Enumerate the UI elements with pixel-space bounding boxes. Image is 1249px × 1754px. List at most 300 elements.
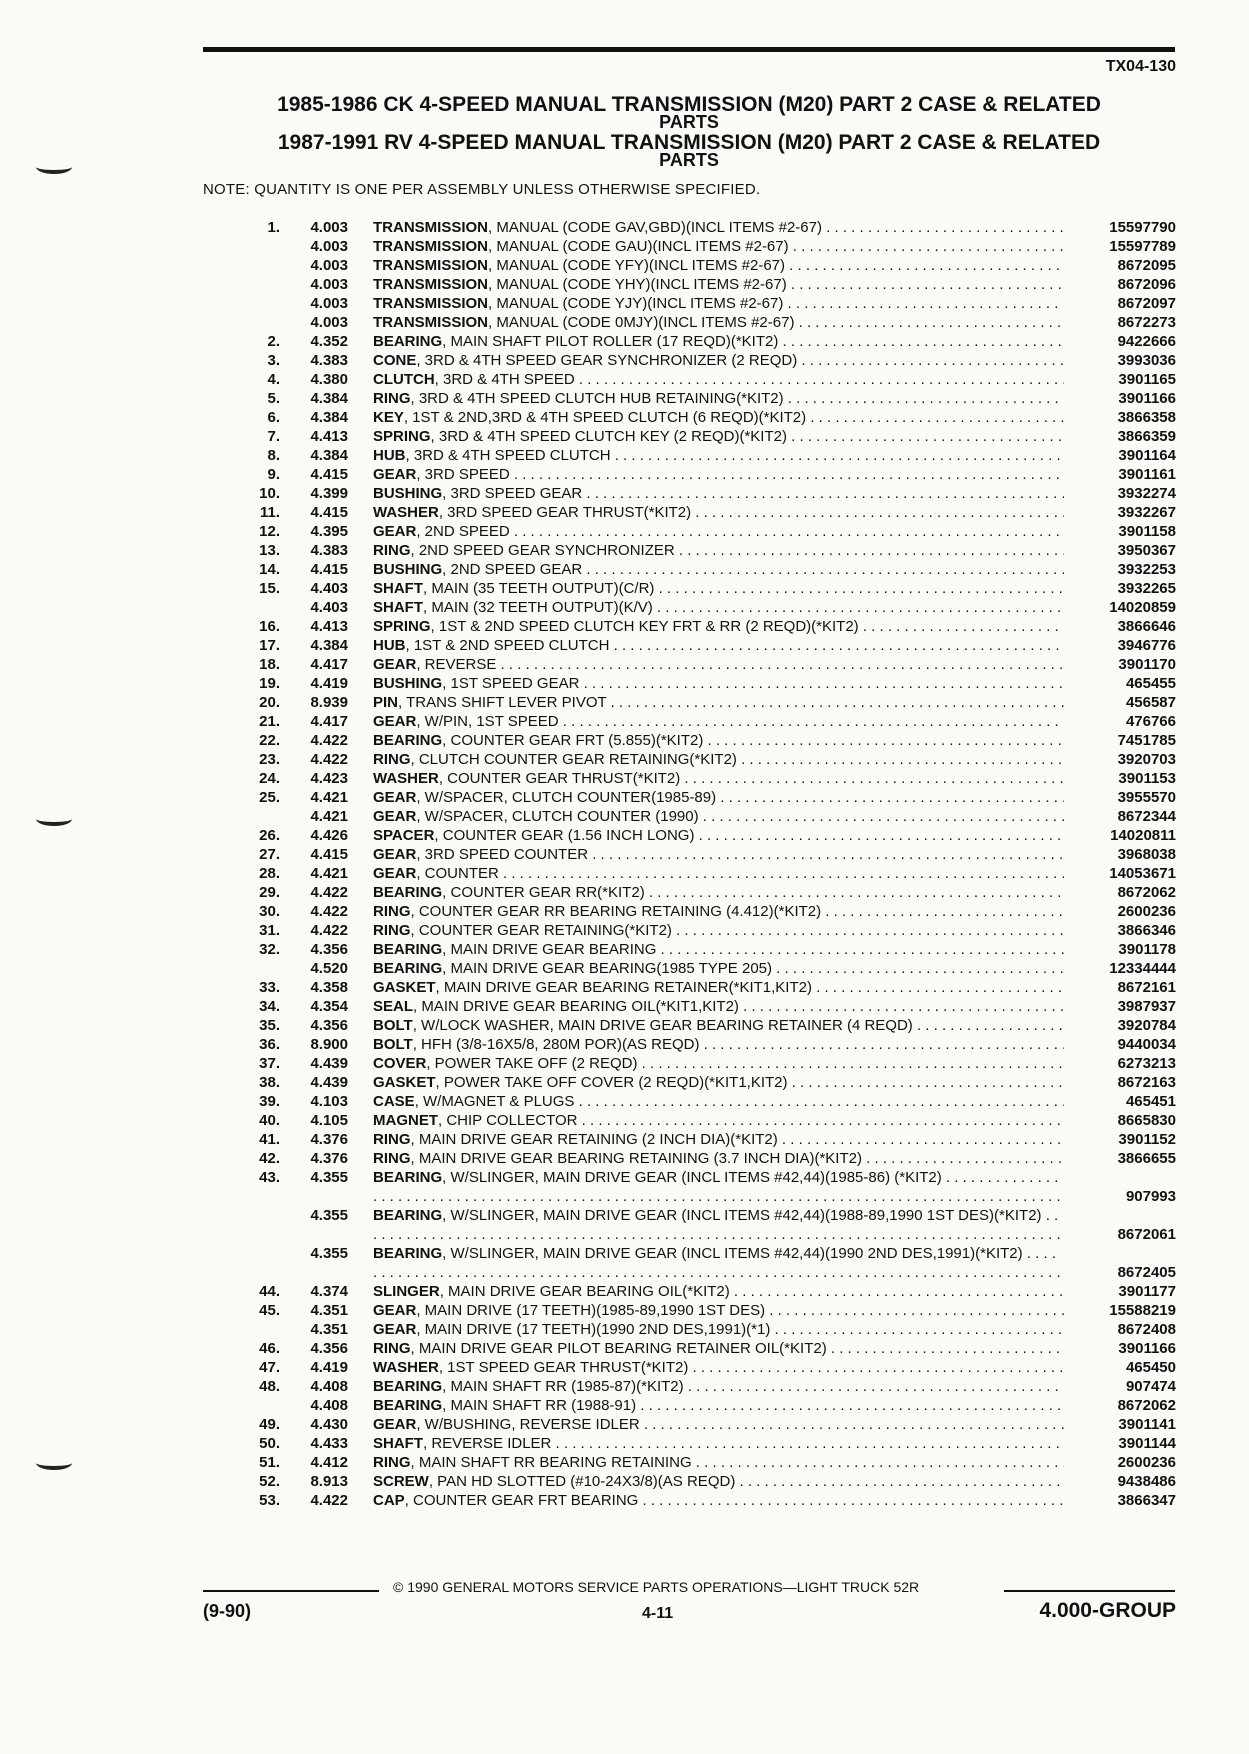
- part-description: [373, 845, 1064, 864]
- part-detail: , CLUTCH COUNTER GEAR RETAINING(*KIT2): [410, 751, 737, 768]
- item-number: 30.: [259, 903, 280, 920]
- part-detail: , 3RD & 4TH SPEED GEAR SYNCHRONIZER (2 REQD): [416, 352, 798, 369]
- part-row: [240, 655, 1176, 674]
- part-row: [240, 408, 1176, 427]
- part-detail: , MANUAL (CODE GAV,GBD)(INCL ITEMS #2-67): [488, 219, 822, 236]
- page-title-2: [203, 133, 1175, 168]
- part-detail: , 3RD SPEED COUNTER: [416, 846, 589, 863]
- part-description: [373, 788, 1064, 807]
- part-detail: , MAIN DRIVE GEAR BEARING RETAINING (3.7 INCH DIA)(*KIT2): [410, 1150, 862, 1167]
- part-description: [373, 427, 1064, 446]
- binder-hole-mark: [36, 812, 72, 826]
- item-number: 18.: [259, 656, 280, 673]
- binder-hole-mark: [36, 1456, 72, 1470]
- part-name: HUB: [373, 447, 406, 464]
- part-description: [373, 959, 1064, 978]
- part-number: 15588219: [1109, 1302, 1176, 1319]
- item-number: 21.: [259, 713, 280, 730]
- parts-list: [240, 218, 1176, 1510]
- part-name: RING: [373, 1340, 411, 1357]
- part-detail: , 1ST SPEED GEAR: [442, 675, 580, 692]
- item-number: 33.: [259, 979, 280, 996]
- part-number: 3901153: [1118, 770, 1176, 787]
- part-name: RING: [373, 1150, 411, 1167]
- part-row: [240, 1206, 1176, 1244]
- item-number: 35.: [259, 1017, 280, 1034]
- part-row: [240, 237, 1176, 256]
- part-name: CAP: [373, 1492, 405, 1509]
- part-detail: , W/SLINGER, MAIN DRIVE GEAR (INCL ITEMS #42,44)(1990 2ND DES,1991)(*KIT2): [442, 1245, 1023, 1262]
- part-row: [240, 1073, 1176, 1092]
- part-description: [373, 1149, 1064, 1168]
- part-number: 8672344: [1117, 808, 1176, 825]
- part-row: [240, 446, 1176, 465]
- item-number: 25.: [259, 789, 280, 806]
- part-description: [373, 313, 1064, 332]
- part-detail: , COUNTER GEAR RETAINING(*KIT2): [410, 922, 672, 939]
- group-number: 4.384: [310, 390, 348, 407]
- part-description: [373, 750, 1064, 769]
- part-row: [240, 1358, 1176, 1377]
- part-description: [373, 1320, 1064, 1339]
- item-number: 15.: [259, 580, 280, 597]
- item-number: 51.: [259, 1454, 280, 1471]
- part-number: 3901158: [1118, 523, 1176, 540]
- group-number: 4.412: [310, 1454, 348, 1471]
- part-description: [373, 370, 1064, 389]
- item-number: 28.: [259, 865, 280, 882]
- part-detail: , 1ST & 2ND,3RD & 4TH SPEED CLUTCH (6 REQD)(*KIT2): [403, 409, 807, 426]
- part-detail: , CHIP COLLECTOR: [438, 1112, 578, 1129]
- part-name: SEAL: [373, 998, 414, 1015]
- group-number: 4.415: [310, 466, 348, 483]
- part-row: [240, 351, 1176, 370]
- item-number: 16.: [259, 618, 280, 635]
- part-name: GEAR: [373, 808, 417, 825]
- part-detail: , MAIN (32 TEETH OUTPUT)(K/V): [423, 599, 653, 616]
- part-name: CLUTCH: [373, 371, 435, 388]
- part-number: 3987937: [1117, 998, 1176, 1015]
- item-number: 4.: [267, 371, 280, 388]
- part-number: 3932267: [1117, 504, 1176, 521]
- part-description: [373, 1206, 1064, 1244]
- part-detail: , 1ST & 2ND SPEED CLUTCH KEY FRT & RR (2 REQD)(*KIT2): [430, 618, 859, 635]
- part-name: GEAR: [373, 789, 417, 806]
- group-number: 4.351: [310, 1321, 348, 1338]
- item-number: 12.: [259, 523, 280, 540]
- part-description: [373, 503, 1064, 522]
- group-number: 4.374: [310, 1283, 348, 1300]
- item-number: 44.: [259, 1283, 280, 1300]
- part-name: BEARING: [373, 333, 443, 350]
- part-row: [240, 1339, 1176, 1358]
- part-row: [240, 275, 1176, 294]
- part-number: 8672095: [1117, 257, 1176, 274]
- part-row: [240, 940, 1176, 959]
- part-name: SCREW: [373, 1473, 429, 1490]
- item-number: 52.: [259, 1473, 280, 1490]
- part-row: [240, 1415, 1176, 1434]
- group-number: 4.422: [310, 903, 348, 920]
- part-number: 8672096: [1117, 276, 1176, 293]
- item-number: 48.: [259, 1378, 280, 1395]
- part-description: [373, 237, 1064, 256]
- part-name: GASKET: [373, 1074, 436, 1091]
- group-number: 4.376: [310, 1131, 348, 1148]
- item-number: 5.: [267, 390, 280, 407]
- part-name: PIN: [373, 694, 399, 711]
- part-row: [240, 902, 1176, 921]
- title-2-text: 1987-1991 RV 4-SPEED MANUAL TRANSMISSION (M20) PART 2 CASE & RELATED: [277, 131, 1101, 154]
- part-number: 14020811: [1110, 827, 1176, 844]
- page-number: 4-11: [642, 1605, 674, 1622]
- group-number: 4.003: [310, 295, 348, 312]
- part-number: 8672062: [1117, 1397, 1176, 1414]
- group-number: 4.415: [310, 504, 348, 521]
- part-description: [373, 674, 1064, 693]
- part-name: HUB: [373, 637, 406, 654]
- item-number: 10.: [259, 485, 280, 502]
- part-number: 3901166: [1118, 390, 1176, 407]
- part-number: 3866346: [1117, 922, 1176, 939]
- part-row: [240, 921, 1176, 940]
- group-number: 4.419: [310, 1359, 348, 1376]
- part-detail: , 1ST & 2ND SPEED CLUTCH: [405, 637, 610, 654]
- part-name: GEAR: [373, 523, 417, 540]
- part-detail: , W/SLINGER, MAIN DRIVE GEAR (INCL ITEMS #42,44)(1985-86) (*KIT2): [442, 1169, 942, 1186]
- group-number: 4.413: [310, 618, 348, 635]
- part-detail: , HFH (3/8-16X5/8, 280M POR)(AS REQD): [412, 1036, 700, 1053]
- part-number: 3866358: [1117, 409, 1176, 426]
- part-description: [373, 484, 1064, 503]
- part-row: [240, 1054, 1176, 1073]
- part-description: [373, 294, 1064, 313]
- part-description: [373, 446, 1064, 465]
- part-detail: , MAIN (35 TEETH OUTPUT)(C/R): [423, 580, 655, 597]
- part-name: SLINGER: [373, 1283, 440, 1300]
- part-description: [373, 598, 1064, 617]
- part-description: [373, 1377, 1064, 1396]
- title-1-cont: PARTS: [659, 112, 719, 132]
- part-detail: , MAIN SHAFT RR (1988-91): [442, 1397, 637, 1414]
- part-description: [373, 1358, 1064, 1377]
- part-number: 465451: [1125, 1093, 1176, 1110]
- group-number: 4.403: [310, 599, 348, 616]
- part-row: [240, 541, 1176, 560]
- part-description: [373, 1301, 1064, 1320]
- part-number: 3901170: [1118, 656, 1176, 673]
- group-number: 4.354: [310, 998, 348, 1015]
- part-name: BOLT: [373, 1017, 413, 1034]
- part-description: [373, 1282, 1064, 1301]
- group-number: 4.439: [310, 1055, 348, 1072]
- part-row: [240, 1282, 1176, 1301]
- item-number: 38.: [259, 1074, 280, 1091]
- part-number: 465455: [1125, 675, 1176, 692]
- part-detail: , 3RD & 4TH SPEED CLUTCH HUB RETAINING(*KIT2): [410, 390, 784, 407]
- part-name: RING: [373, 903, 411, 920]
- part-name: BEARING: [373, 941, 443, 958]
- part-description: [373, 997, 1064, 1016]
- group-number: 4.430: [310, 1416, 348, 1433]
- part-number: 3901166: [1118, 1340, 1176, 1357]
- part-number: 3968038: [1117, 846, 1176, 863]
- group-number: 4.395: [310, 523, 348, 540]
- part-number: 907474: [1125, 1378, 1176, 1395]
- item-number: 29.: [259, 884, 280, 901]
- part-detail: , MANUAL (CODE YJY)(INCL ITEMS #2-67): [488, 295, 784, 312]
- group-number: 4.433: [310, 1435, 348, 1452]
- part-row: [240, 636, 1176, 655]
- group-number: 4.355: [310, 1245, 348, 1262]
- part-name: SHAFT: [373, 1435, 423, 1452]
- part-row: [240, 1434, 1176, 1453]
- part-name: BOLT: [373, 1036, 413, 1053]
- item-number: 11.: [259, 504, 280, 521]
- part-number: 907993: [1125, 1188, 1176, 1205]
- part-detail: , REVERSE IDLER: [423, 1435, 552, 1452]
- item-number: 39.: [259, 1093, 280, 1110]
- part-number: 3946776: [1117, 637, 1176, 654]
- item-number: 7.: [267, 428, 280, 445]
- part-number: 14020859: [1109, 599, 1176, 616]
- part-row: [240, 1396, 1176, 1415]
- part-row: [240, 978, 1176, 997]
- revision-date: (9-90): [203, 1601, 252, 1621]
- group-number: 4.421: [310, 865, 348, 882]
- part-description: [373, 902, 1064, 921]
- part-name: RING: [373, 390, 411, 407]
- part-name: TRANSMISSION: [373, 295, 489, 312]
- part-number: 9422666: [1117, 333, 1176, 350]
- part-detail: , MAIN DRIVE GEAR BEARING OIL(*KIT2): [439, 1283, 730, 1300]
- part-number: 3901177: [1118, 1283, 1176, 1300]
- part-description: [373, 408, 1064, 427]
- part-row: [240, 503, 1176, 522]
- part-name: BUSHING: [373, 485, 443, 502]
- part-detail: , POWER TAKE OFF (2 REQD): [426, 1055, 638, 1072]
- part-description: [373, 1434, 1064, 1453]
- group-number: 4.422: [310, 922, 348, 939]
- part-detail: , COUNTER GEAR FRT (5.855)(*KIT2): [442, 732, 704, 749]
- part-detail: , MAIN DRIVE GEAR RETAINING (2 INCH DIA)(*KIT2): [410, 1131, 778, 1148]
- part-detail: , MANUAL (CODE 0MJY)(INCL ITEMS #2-67): [488, 314, 795, 331]
- part-description: [373, 1092, 1064, 1111]
- part-row: [240, 1092, 1176, 1111]
- part-row: [240, 712, 1176, 731]
- part-number: 3901152: [1118, 1131, 1176, 1148]
- group-number: 4.355: [310, 1207, 348, 1224]
- part-detail: , POWER TAKE OFF COVER (2 REQD)(*KIT1,KIT2): [435, 1074, 788, 1091]
- group-number: 4.356: [310, 941, 348, 958]
- part-row: [240, 256, 1176, 275]
- part-description: [373, 1111, 1064, 1130]
- part-detail: , TRANS SHIFT LEVER PIVOT: [398, 694, 607, 711]
- part-detail: , W/SPACER, CLUTCH COUNTER (1990): [416, 808, 699, 825]
- item-number: 27.: [259, 846, 280, 863]
- group-label: 4.000-GROUP: [1039, 1599, 1176, 1622]
- part-description: [373, 940, 1064, 959]
- part-description: [373, 883, 1064, 902]
- group-number: 4.417: [310, 713, 348, 730]
- part-row: [240, 769, 1176, 788]
- part-description: [373, 579, 1064, 598]
- group-number: 4.003: [310, 219, 348, 236]
- part-detail: , MAIN DRIVE (17 TEETH)(1985-89,1990 1ST DES): [416, 1302, 766, 1319]
- part-number: 3920703: [1117, 751, 1176, 768]
- part-row: [240, 427, 1176, 446]
- part-description: [373, 332, 1064, 351]
- part-description: [373, 1453, 1064, 1472]
- item-number: 53.: [259, 1492, 280, 1509]
- group-number: 8.913: [310, 1473, 348, 1490]
- group-number: 4.417: [310, 656, 348, 673]
- part-row: [240, 807, 1176, 826]
- document-code: TX04-130: [1105, 58, 1176, 75]
- group-number: 4.520: [310, 960, 348, 977]
- part-description: [373, 1035, 1064, 1054]
- part-name: BEARING: [373, 1207, 443, 1224]
- item-number: 6.: [267, 409, 280, 426]
- part-name: TRANSMISSION: [373, 219, 489, 236]
- item-number: 14.: [259, 561, 280, 578]
- part-detail: , W/SLINGER, MAIN DRIVE GEAR (INCL ITEMS #42,44)(1988-89,1990 1ST DES)(*KIT2): [442, 1207, 1042, 1224]
- quantity-note: NOTE: QUANTITY IS ONE PER ASSEMBLY UNLESS OTHERWISE SPECIFIED.: [203, 181, 761, 198]
- group-number: 4.383: [310, 542, 348, 559]
- footer-rule: [1004, 1590, 1175, 1592]
- group-number: 4.384: [310, 409, 348, 426]
- part-name: BUSHING: [373, 675, 443, 692]
- part-number: 8672062: [1117, 884, 1176, 901]
- footer-rule: [203, 1590, 379, 1592]
- part-detail: , REVERSE: [416, 656, 497, 673]
- part-row: [240, 1111, 1176, 1130]
- part-detail: , MAIN DRIVE GEAR BEARING: [442, 941, 657, 958]
- item-number: 40.: [259, 1112, 280, 1129]
- part-row: [240, 389, 1176, 408]
- part-number: 7451785: [1117, 732, 1176, 749]
- group-number: 4.376: [310, 1150, 348, 1167]
- part-number: 8672408: [1117, 1321, 1176, 1338]
- item-number: 3.: [267, 352, 280, 369]
- part-name: RING: [373, 1454, 411, 1471]
- part-number: 8665830: [1117, 1112, 1176, 1129]
- part-row: [240, 1377, 1176, 1396]
- part-name: TRANSMISSION: [373, 257, 489, 274]
- item-number: 1.: [267, 219, 280, 236]
- group-number: 8.900: [310, 1036, 348, 1053]
- part-name: COVER: [373, 1055, 427, 1072]
- part-name: SPACER: [373, 827, 435, 844]
- group-number: 4.439: [310, 1074, 348, 1091]
- group-number: 4.356: [310, 1017, 348, 1034]
- part-number: 3901178: [1118, 941, 1176, 958]
- part-name: BEARING: [373, 1397, 443, 1414]
- part-row: [240, 1491, 1176, 1510]
- part-number: 9440034: [1117, 1036, 1176, 1053]
- item-number: 46.: [259, 1340, 280, 1357]
- part-number: 14053671: [1109, 865, 1176, 882]
- part-description: [373, 864, 1064, 883]
- part-name: TRANSMISSION: [373, 276, 489, 293]
- group-number: 4.426: [310, 827, 348, 844]
- part-name: RING: [373, 542, 411, 559]
- part-detail: , MAIN DRIVE GEAR PILOT BEARING RETAINER OIL(*KIT2): [410, 1340, 827, 1357]
- item-number: 42.: [259, 1150, 280, 1167]
- group-number: 4.380: [310, 371, 348, 388]
- part-number: 3950367: [1117, 542, 1176, 559]
- part-description: [373, 826, 1064, 845]
- part-detail: , 2ND SPEED: [416, 523, 510, 540]
- part-description: [373, 1472, 1064, 1491]
- part-number: 8672273: [1117, 314, 1176, 331]
- part-name: BEARING: [373, 1169, 443, 1186]
- group-number: 4.415: [310, 846, 348, 863]
- item-number: 47.: [259, 1359, 280, 1376]
- part-number: 2600236: [1117, 903, 1176, 920]
- part-name: GEAR: [373, 466, 417, 483]
- group-number: 4.351: [310, 1302, 348, 1319]
- group-number: 4.403: [310, 580, 348, 597]
- part-number: 3955570: [1117, 789, 1176, 806]
- part-detail: , COUNTER: [416, 865, 499, 882]
- part-name: GEAR: [373, 656, 417, 673]
- group-number: 4.399: [310, 485, 348, 502]
- part-detail: , 1ST SPEED GEAR THRUST(*KIT2): [438, 1359, 689, 1376]
- part-row: [240, 750, 1176, 769]
- part-row: [240, 598, 1176, 617]
- group-number: 4.105: [310, 1112, 348, 1129]
- part-detail: , 3RD SPEED: [416, 466, 510, 483]
- part-row: [240, 332, 1176, 351]
- part-detail: , 2ND SPEED GEAR SYNCHRONIZER: [410, 542, 675, 559]
- part-detail: , W/LOCK WASHER, MAIN DRIVE GEAR BEARING RETAINER (4 REQD): [412, 1017, 913, 1034]
- part-number: 3901164: [1118, 447, 1176, 464]
- part-number: 3932253: [1117, 561, 1176, 578]
- part-name: BEARING: [373, 732, 443, 749]
- part-description: [373, 712, 1064, 731]
- part-detail: , 2ND SPEED GEAR: [442, 561, 583, 578]
- title-2-cont: PARTS: [659, 150, 719, 170]
- part-row: [240, 731, 1176, 750]
- item-number: 37.: [259, 1055, 280, 1072]
- part-description: [373, 655, 1064, 674]
- part-row: [240, 1244, 1176, 1282]
- part-row: [240, 313, 1176, 332]
- part-row: [240, 1130, 1176, 1149]
- part-row: [240, 693, 1176, 712]
- part-description: [373, 1168, 1064, 1206]
- item-number: 43.: [259, 1169, 280, 1186]
- part-description: [373, 256, 1064, 275]
- part-detail: , PAN HD SLOTTED (#10-24X3/8)(AS REQD): [428, 1473, 736, 1490]
- item-number: 17.: [259, 637, 280, 654]
- group-number: 4.422: [310, 751, 348, 768]
- part-name: WASHER: [373, 504, 439, 521]
- part-detail: , MAIN SHAFT PILOT ROLLER (17 REQD)(*KIT2): [442, 333, 779, 350]
- part-name: RING: [373, 922, 411, 939]
- group-number: 4.413: [310, 428, 348, 445]
- part-description: [373, 389, 1064, 408]
- part-detail: , 3RD & 4TH SPEED: [434, 371, 575, 388]
- group-number: 4.421: [310, 808, 348, 825]
- part-name: KEY: [373, 409, 404, 426]
- part-name: BUSHING: [373, 561, 443, 578]
- part-row: [240, 883, 1176, 902]
- part-detail: , MAIN DRIVE GEAR BEARING(1985 TYPE 205): [442, 960, 773, 977]
- part-number: 15597789: [1109, 238, 1176, 255]
- part-description: [373, 560, 1064, 579]
